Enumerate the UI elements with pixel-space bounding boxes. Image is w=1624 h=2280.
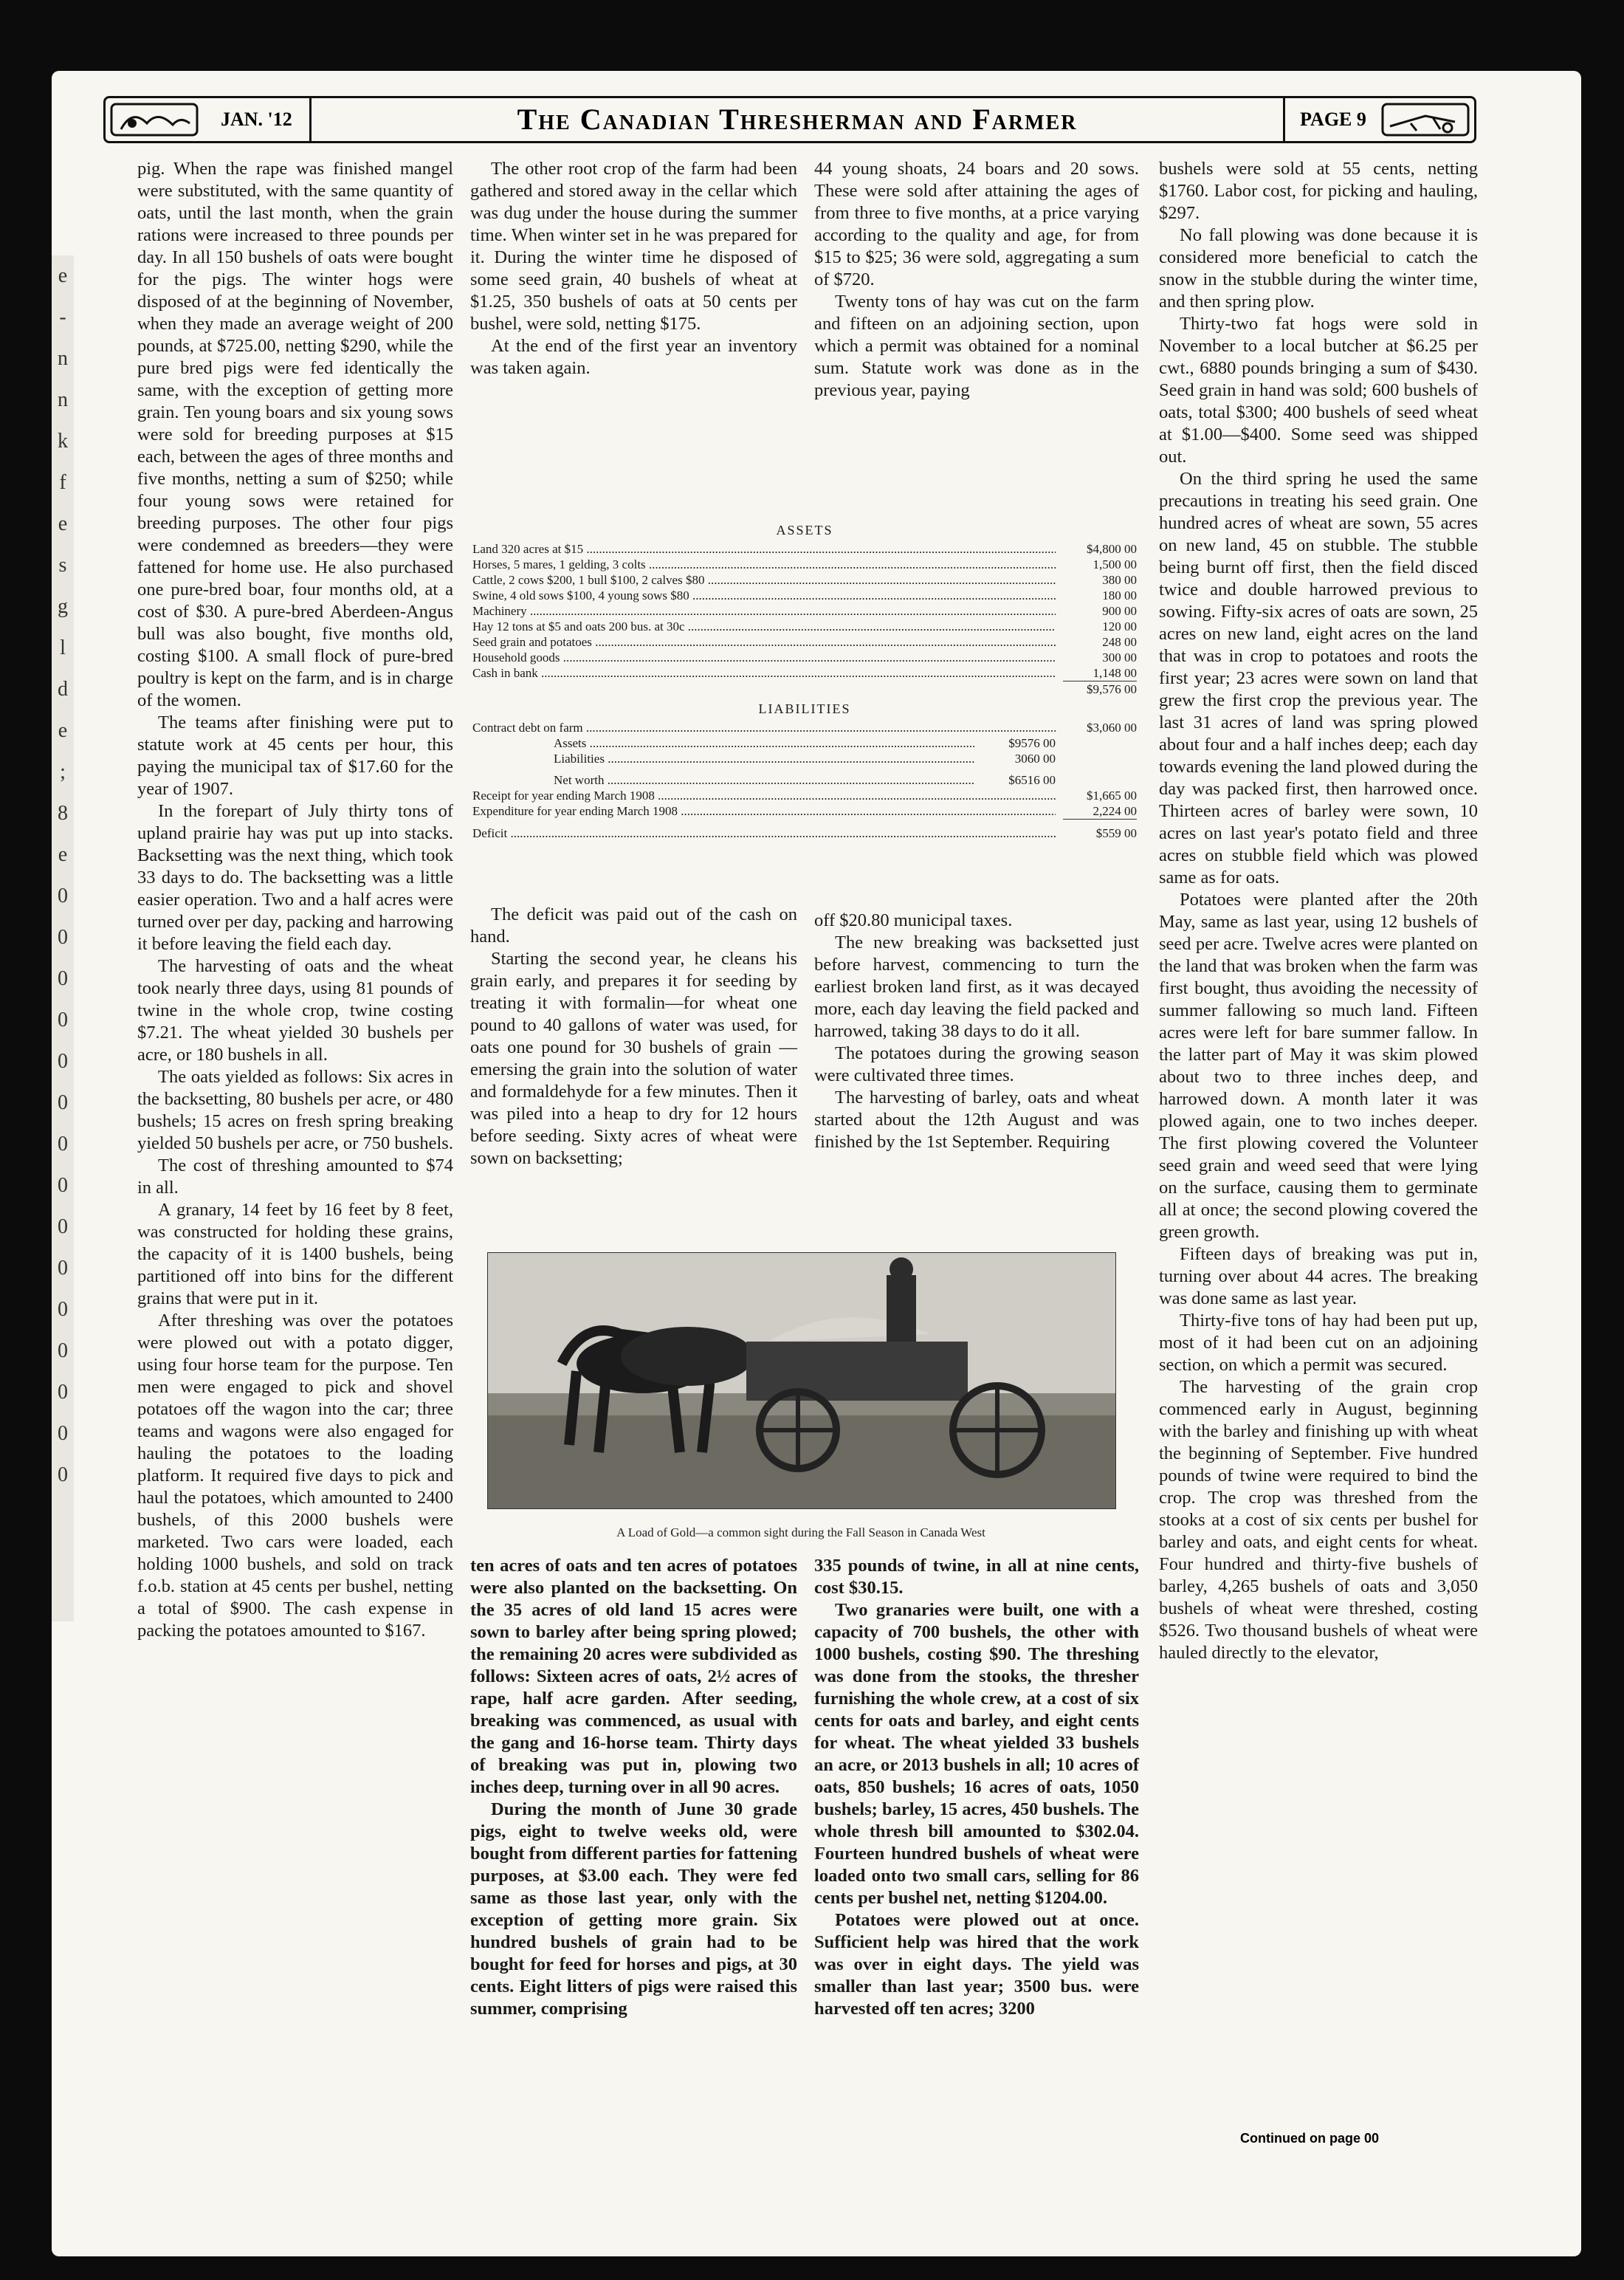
- edge-character: 0: [58, 1381, 68, 1404]
- assets-total-row: [472, 681, 1137, 697]
- edge-character: 0: [58, 1050, 68, 1073]
- asset-row: [472, 557, 1137, 572]
- edge-character: 0: [58, 1133, 68, 1156]
- asset-amount: 1,500 00: [1093, 557, 1137, 571]
- col3-paragraph: Two granaries were built, one with a capacity of 700 bushels, the other with 1000 bushels, costing $90. The threshing was done from the stooks, the thresher furnishing the whole crew, at a cost of six cents for oats and barley, and eight cents for wheat. The wheat yielded 33 bushels an acre, or 2013 bushels in all; 10 acres of oats, 850 bushels; 16 acres of oats, 1050 bushels; barley, 15 acres, 450 bushels. The whole thresh bill amounted to $302.04. Fourteen hundred bushels of wheat were loaded onto two small cars, selling for 86 cents per bushel net, netting $1204.00.: [814, 1600, 1139, 1908]
- edge-character: e: [58, 512, 68, 535]
- deficit-label: Deficit .....: [472, 825, 1056, 841]
- inventory-ledger: [472, 523, 1137, 841]
- asset-label: Cash in bank .....: [472, 665, 1056, 681]
- edge-character: 0: [58, 967, 68, 990]
- asset-amount: 900 00: [1102, 604, 1137, 618]
- col1-paragraph: The harvesting of oats and the wheat took nearly three days, using 81 pounds of twine in the whole crop, twine costing $7.21. The wheat yielded 30 bushels per acre, or 180 bushels in all.: [137, 956, 453, 1065]
- issue-date: JAN. '12: [221, 109, 292, 130]
- net-worth-row: [472, 772, 1137, 788]
- column-3-top: [814, 158, 1139, 402]
- assets-sub-label: Assets .....: [554, 735, 974, 751]
- edge-character: 0: [58, 1215, 68, 1238]
- edge-character: 0: [58, 1174, 68, 1197]
- col2-paragraph: The deficit was paid out of the cash on hand.: [470, 904, 797, 947]
- column-3-bottom: [814, 1555, 1139, 2020]
- col2-paragraph: ten acres of oats and ten acres of potatoes were also planted on the backsetting. On the 35 acres of old land 15 acres were sown to barley after being spring plowed; the remaining 20 acres were subdivided as follows: Sixteen acres of oats, 2½ acres of rape, half acre garden. After seeding, breaking was commenced, as usual with the gang and 16-horse team. Thirty days of breaking was put in, plowing two inches deep, turning over in all 90 acres.: [470, 1556, 797, 1797]
- col3-paragraph: Twenty tons of hay was cut on the farm and fifteen on an adjoining section, upon which a permit was obtained for a nominal sum. Statute work was done as in the previous year, paying: [814, 292, 1139, 400]
- edge-character: 0: [58, 1339, 68, 1362]
- liabilities-heading: LIABILITIES: [758, 701, 851, 716]
- assets-heading: ASSETS: [776, 523, 833, 538]
- asset-amount: 1,148 00: [1093, 666, 1137, 680]
- contract-debt-row: [472, 720, 1137, 735]
- edge-character: n: [58, 388, 68, 411]
- asset-amount: 120 00: [1102, 619, 1137, 633]
- col4-paragraph: Thirty-five tons of hay had been put up, most of it had been cut on an adjoining section, on which a permit was secured.: [1159, 1311, 1478, 1375]
- edge-character: l: [60, 636, 66, 659]
- edge-character: 8: [58, 802, 68, 825]
- edge-character: e: [58, 264, 68, 287]
- contract-debt-amount: $3,060 00: [1087, 721, 1137, 735]
- col1-paragraph: The oats yielded as follows: Six acres in the backsetting, 80 bushels per acre, or 480 bushels; 15 acres on fresh spring breaking yielded 50 bushels per acre, or 750 bushels.: [137, 1067, 453, 1153]
- col1-paragraph: A granary, 14 feet by 16 feet by 8 feet, was constructed for holding these grains, the capacity of it is 1400 bushels, being partitioned off into bins for the different grains that were put in it.: [137, 1200, 453, 1308]
- asset-label: Cattle, 2 cows $200, 1 bull $100, 2 calves $80 .....: [472, 572, 1056, 588]
- publication-title: The Canadian Thresherman and Farmer: [309, 98, 1285, 141]
- edge-character: ;: [60, 760, 66, 783]
- expenditure-amount: 2,224 00: [1093, 804, 1137, 818]
- edge-character: 0: [58, 1257, 68, 1280]
- col2-paragraph: During the month of June 30 grade pigs, eight to twelve weeks old, were bought from different parties for fattening purposes, at $3.00 each. They were fed same as those last year, only with the exception of getting more grain. Six hundred bushels of grain had to be bought for feed for horses and pigs, at 30 cents. Eight litters of pigs were raised this summer, comprising: [470, 1799, 797, 2019]
- column-2-bottom: [470, 1555, 797, 2020]
- col4-paragraph: On the third spring he used the same precautions in treating his seed grain. One hundred acres of wheat are sown, 55 acres on new land, 45 on stubble. The stubble being burnt off first, then the field disced twice and double harrowed previous to sowing. Fifty-six acres of oats are sown, 25 acres on new land, eight acres on the land that was in crop to potatoes and roots the first year; 23 acres were sown on land that grew the first crop the previous year. The last 31 acres of land was spring plowed about four and a half inches deep; each day towards evening the land plowed during the day was packed first, then harrowed once. Thirteen acres of barley were sown, 10 acres on last year's potato field and three acres on stubble field which was plowed same as for oats.: [1159, 469, 1478, 887]
- liabilities-sub-label: Liabilities .....: [554, 751, 974, 766]
- edge-character: k: [58, 430, 68, 453]
- asset-label: Household goods .....: [472, 650, 1056, 665]
- asset-row: [472, 634, 1137, 650]
- asset-label: Land 320 acres at $15 .....: [472, 541, 1056, 557]
- edge-character: 0: [58, 1298, 68, 1321]
- masthead: [103, 96, 1476, 143]
- horse-wagon-photo: [487, 1252, 1116, 1509]
- column-2-middle: [470, 904, 797, 1170]
- receipt-amount: $1,665 00: [1087, 789, 1137, 803]
- assets-sub-amount: $9576 00: [1008, 736, 1056, 750]
- deficit-row: [472, 825, 1137, 841]
- asset-label: Horses, 5 mares, 1 gelding, 3 colts .....: [472, 557, 1056, 572]
- receipt-label: Receipt for year ending March 1908 .....: [472, 788, 1056, 803]
- edge-character: d: [58, 678, 68, 701]
- col4-paragraph: No fall plowing was done because it is considered more beneficial to catch the snow in the stubble during the winter time, and then spring plow.: [1159, 225, 1478, 312]
- liabilities-sub-amount: 3060 00: [1014, 752, 1056, 766]
- col3-paragraph: 335 pounds of twine, in all at nine cents, cost $30.15.: [814, 1556, 1139, 1598]
- edge-character: s: [58, 554, 67, 577]
- col1-paragraph: After threshing was over the potatoes were plowed out with a potato digger, using four horse team for the purpose. Ten men were engaged to pick and shovel potatoes off the wagon into the car; three teams and wagons were also engaged for hauling the potatoes to the loading platform. It required five days to pick and haul the potatoes, which amounted to 2400 bushels, of this 2000 bushels were marketed. Two cars were loaded, each holding 1000 bushels, and sold on track f.o.b. station at 45 cents per bushel, netting a total of $900. The cash expense in packing the potatoes amounted to $167.: [137, 1311, 453, 1641]
- asset-amount: 380 00: [1102, 573, 1137, 587]
- asset-row: [472, 665, 1137, 681]
- col4-paragraph: Fifteen days of breaking was put in, turning over about 44 acres. The breaking was done same as last year.: [1159, 1244, 1478, 1308]
- asset-label: Machinery .....: [472, 603, 1056, 619]
- asset-amount: 300 00: [1102, 650, 1137, 665]
- col1-paragraph: pig. When the rape was finished mangel were substituted, with the same quantity of oats, until the last month, when the grain rations were increased to three pounds per day. In all 150 bushels of oats were bought for the pigs. The winter hogs were disposed of at the beginning of November, when they made an average weight of 200 pounds, at $725.00, netting $290, while the pure bred pigs were fed identically the same, with the exception of getting more grain. Ten young boars and six young sows were sold for breeding purposes at $15 each, between the ages of three months and five months, netting a sum of $250; while four young sows were retained for breeding purposes. The other four pigs were condemned as breeders—they were fattened for home use. He also purchased one pure-bred boar, four months old, at a cost of $30. A pure-bred Aberdeen-Angus bull was also bought, five months old, costing $100. A small flock of pure-bred poultry is kept on the farm, and is in charge of the women.: [137, 159, 453, 710]
- expenditure-row: [472, 803, 1137, 819]
- photo-caption: A Load of Gold—a common sight during the Fall Season in Canada West: [616, 1525, 985, 1539]
- edge-character: 0: [58, 1422, 68, 1445]
- adjacent-page-edge: [52, 255, 74, 1621]
- asset-amount: 248 00: [1102, 635, 1137, 649]
- column-4: [1159, 158, 1478, 1664]
- liabilities-sub-row: [472, 751, 1137, 766]
- column-2-top: [470, 158, 797, 380]
- assets-sub-row: [472, 735, 1137, 751]
- plow-ornament-icon: [1381, 101, 1470, 138]
- page-number: PAGE 9: [1300, 109, 1366, 130]
- col3-paragraph: The harvesting of barley, oats and wheat started about the 12th August and was finished by the 1st September. Requiring: [814, 1088, 1139, 1152]
- col4-paragraph: Potatoes were planted after the 20th May, same as last year, using 12 bushels of seed per acre. Twelve acres were planted on the land that was broken when the farm was first bought, thus avoiding the necessity of summer fallowing so much land. Fifteen acres were left for bare summer fallow. In the latter part of May it was skim plowed about two to three inches deep, and harrowed down. A month later it was plowed again, one to two inches deeper. The first plowing covered the Volunteer seed grain and weed seed that were lying on the surface, causing them to germinate all at once; the second plowing covered the green growth.: [1159, 890, 1478, 1242]
- asset-label: Swine, 4 old sows $100, 4 young sows $80 .....: [472, 588, 1056, 603]
- edge-character: 0: [58, 1091, 68, 1114]
- col4-paragraph: bushels were sold at 55 cents, netting $1760. Labor cost, for picking and hauling, $297.: [1159, 159, 1478, 223]
- col4-paragraph: Thirty-two fat hogs were sold in November to a local butcher at $6.25 per cwt., 6880 pounds bringing a sum of $430. Seed grain in hand was sold; 600 bushels of oats, total $300; 400 bushels of seed wheat at $1.00—$400. Some seed was shipped out.: [1159, 314, 1478, 467]
- deficit-rule: [1063, 819, 1137, 820]
- column-3-middle: [814, 910, 1139, 1153]
- col3-paragraph: Potatoes were plowed out at once. Sufficient help was hired that the work was over in eight days. The yield was smaller than last year; 3500 bus. were harvested off ten acres; 3200: [814, 1910, 1139, 2019]
- edge-character: e: [58, 843, 68, 866]
- edge-character: g: [58, 595, 68, 618]
- column-1: [137, 158, 453, 1642]
- continued-note: Continued on page 00: [1240, 2131, 1380, 2146]
- edge-character: 0: [58, 926, 68, 949]
- col3-paragraph: The new breaking was backsetted just before harvest, commencing to turn the earliest broken land first, as it was decayed more, each day leaving the field packed and harrowed, taking 38 days to do it all.: [814, 933, 1139, 1041]
- asset-label: Seed grain and potatoes .....: [472, 634, 1056, 650]
- asset-row: [472, 603, 1137, 619]
- asset-row: [472, 572, 1137, 588]
- col2-paragraph: At the end of the first year an inventory was taken again.: [470, 336, 797, 378]
- col3-paragraph: off $20.80 municipal taxes.: [814, 910, 1013, 930]
- col3-paragraph: The potatoes during the growing season were cultivated three times.: [814, 1043, 1139, 1085]
- net-worth-label: Net worth .....: [554, 772, 974, 788]
- col4-paragraph: The harvesting of the grain crop commenced early in August, beginning with the barley and finishing up with wheat the beginning of September. Five hundred pounds of twine were required to bind the crop. The crop was threshed from the stooks at a cost of six cents per bushel for barley and oats, and eight cents for wheat. Four hundred and thirty-five bushels of barley, 4,265 bushels of oats and 3,050 bushels of wheat were threshed, costing $526. Two thousand bushels of wheat were hauled directly to the elevator,: [1159, 1377, 1478, 1663]
- col3-paragraph: 44 young shoats, 24 boars and 20 sows. These were sold after attaining the ages of from three to five months, at a price varying according to the quality and age, for from $15 to $25; 36 were sold, aggregating a sum of $720.: [814, 159, 1139, 289]
- edge-character: e: [58, 719, 68, 742]
- col1-paragraph: The teams after finishing were put to statute work at 45 cents per hour, this paying the municipal tax of $17.60 for the year of 1907.: [137, 712, 453, 799]
- col2-paragraph: The other root crop of the farm had been gathered and stored away in the cellar which was dug under the house during the summer time. When winter set in he was prepared for it. During the winter time he disposed of some seed grain, 40 bushels of wheat at $1.25, 350 bushels of oats at 50 cents per bushel, were sold, netting $175.: [470, 159, 797, 334]
- asset-row: [472, 541, 1137, 557]
- asset-row: [472, 588, 1137, 603]
- asset-label: Hay 12 tons at $5 and oats 200 bus. at 30c .....: [472, 619, 1056, 634]
- asset-row: [472, 650, 1137, 665]
- assets-total: $9,576 00: [1087, 682, 1137, 696]
- col1-paragraph: The cost of threshing amounted to $74 in all.: [137, 1156, 453, 1198]
- receipt-row: [472, 788, 1137, 803]
- net-worth-amount: $6516 00: [1008, 773, 1056, 787]
- col2-paragraph: Starting the second year, he cleans his grain early, and prepares it for seeding by treating it with formalin—for wheat one pound to 40 gallons of water was used, for oats one pound for 30 bushels of grain — emersing the grain into the solution of water and formaldehyde for a few minutes. Then it was piled into a heap to dry for 12 hours before seeding. Sixty acres of wheat were sown on backsetting;: [470, 949, 797, 1168]
- edge-character: 0: [58, 1009, 68, 1031]
- edge-character: n: [58, 347, 68, 370]
- edge-character: 0: [58, 885, 68, 907]
- contract-debt-label: Contract debt on farm .....: [472, 720, 1056, 735]
- edge-character: 0: [58, 1463, 68, 1486]
- asset-amount: 180 00: [1102, 588, 1137, 602]
- deficit-amount: $559 00: [1095, 826, 1137, 840]
- asset-amount: $4,800 00: [1087, 542, 1137, 556]
- edge-character: -: [59, 306, 66, 329]
- expenditure-label: Expenditure for year ending March 1908 .....: [472, 803, 1056, 819]
- col1-paragraph: In the forepart of July thirty tons of upland prairie hay was put up into stacks. Backsetting was the next thing, which took 33 days to do. The backsetting was a little easier operation. Two and a half acres were turned over per day, packing and harrowing it before leaving the field each day.: [137, 801, 453, 954]
- edge-character: f: [59, 471, 66, 494]
- asset-row: [472, 619, 1137, 634]
- thresher-ornament-icon: [110, 101, 199, 138]
